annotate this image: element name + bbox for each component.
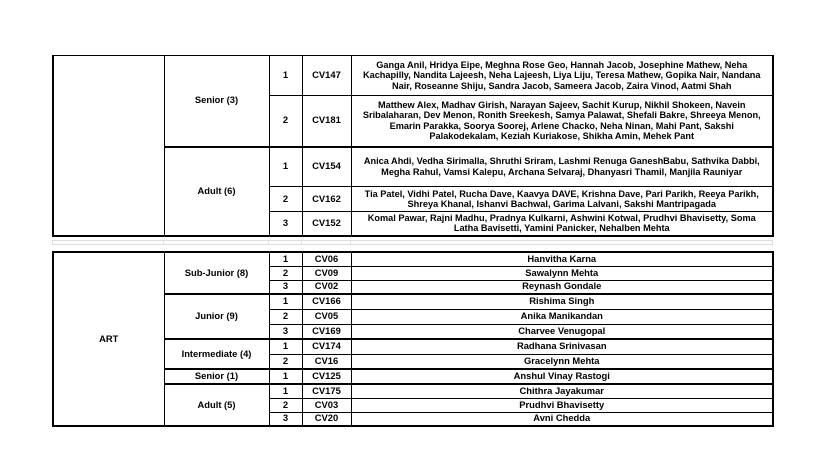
- rank-cell: 1: [269, 147, 302, 187]
- code-cell: CV125: [302, 369, 351, 384]
- age-group-cell: Junior (9): [164, 294, 269, 339]
- code-cell: CV169: [302, 324, 351, 339]
- age-group-cell: Adult (6): [164, 147, 269, 236]
- rank-cell: 2: [269, 266, 302, 280]
- code-cell: CV154: [302, 147, 351, 187]
- participants-cell: Matthew Alex, Madhav Girish, Narayan Sajeev, Sachit Kurup, Nikhil Shokeen, Navein Sribalaharan, Dev Menon, Ronith Sreekesh, Samya Palawat, Shefali Bakre, Shreeya Menon, Emarin Parakka, Soorya Soorej, Arlene Chacko, Neha Ninan, Mahi Pant, Sakshi Palakodekalam, Keziah Kuriakose, Shikha Amin, Mehek Pant: [351, 96, 773, 147]
- code-cell: CV02: [302, 280, 351, 294]
- code-cell: CV174: [302, 339, 351, 354]
- rank-cell: 2: [269, 398, 302, 412]
- participant-cell: Prudhvi Bhavisetty: [351, 398, 773, 412]
- participant-cell: Anika Manikandan: [351, 309, 773, 324]
- rank-cell: 3: [269, 280, 302, 294]
- rank-cell: 1: [269, 294, 302, 309]
- rank-cell: 3: [269, 324, 302, 339]
- participants-cell: Tia Patel, Vidhi Patel, Rucha Dave, Kaavya DAVE, Krishna Dave, Pari Parikh, Reeya Parikh, Shreya Khanal, Ishanvi Bachwal, Garima Lalvani, Sakshi Mantripagada: [351, 187, 773, 212]
- rank-cell: 1: [269, 384, 302, 398]
- code-cell: CV05: [302, 309, 351, 324]
- age-group-cell: Sub-Junior (8): [164, 252, 269, 294]
- code-cell: CV152: [302, 212, 351, 236]
- rank-cell: 2: [269, 96, 302, 147]
- participant-cell: Sawalynn Mehta: [351, 266, 773, 280]
- category-cell-continued: [53, 56, 164, 236]
- age-group-cell: Intermediate (4): [164, 339, 269, 369]
- art-winners-table: [52, 251, 774, 427]
- participants-cell: Anica Ahdi, Vedha Sirimalla, Shruthi Sriram, Lashmi Renuga GaneshBabu, Sathvika Dabbi, Megha Rahul, Vamsi Kalepu, Archana Selvaraj, Dhanyasri Thamil, Manjila Rauniyar: [351, 147, 773, 187]
- participant-cell: Anshul Vinay Rastogi: [351, 369, 773, 384]
- code-cell: CV147: [302, 56, 351, 96]
- code-cell: CV06: [302, 252, 351, 266]
- rank-cell: 1: [269, 339, 302, 354]
- rank-cell: 3: [269, 412, 302, 426]
- participants-cell: Ganga Anil, Hridya Eipe, Meghna Rose Geo, Hannah Jacob, Josephine Mathew, Neha Kachapilly, Nandita Lajeesh, Neha Lajeesh, Liya Liju, Teresa Mathew, Gopika Nair, Nandana Nair, Roseanne Shiju, Sandra Jacob, Sameera Jacob, Zaira Vinod, Aatmi Shah: [351, 56, 773, 96]
- category-cell-art: ART: [53, 252, 164, 426]
- rank-cell: 1: [269, 252, 302, 266]
- age-group-cell: Adult (5): [164, 384, 269, 426]
- participant-cell: Rishima Singh: [351, 294, 773, 309]
- rank-cell: 3: [269, 212, 302, 236]
- winners-table-continued: [52, 55, 774, 237]
- rank-cell: 1: [269, 369, 302, 384]
- participant-cell: Reynash Gondale: [351, 280, 773, 294]
- rank-cell: 2: [269, 309, 302, 324]
- rank-cell: 2: [269, 354, 302, 369]
- rank-cell: 2: [269, 187, 302, 212]
- participant-cell: Gracelynn Mehta: [351, 354, 773, 369]
- participants-cell: Komal Pawar, Rajni Madhu, Pradnya Kulkarni, Ashwini Kotwal, Prudhvi Bhavisetty, Soma Latha Bavisetti, Yamini Panicker, Nehalben Mehta: [351, 212, 773, 236]
- participant-cell: Avni Chedda: [351, 412, 773, 426]
- code-cell: CV03: [302, 398, 351, 412]
- code-cell: CV20: [302, 412, 351, 426]
- code-cell: CV166: [302, 294, 351, 309]
- code-cell: CV09: [302, 266, 351, 280]
- spacer-row: [52, 240, 773, 245]
- rank-cell: 1: [269, 56, 302, 96]
- code-cell: CV162: [302, 187, 351, 212]
- participant-cell: Radhana Srinivasan: [351, 339, 773, 354]
- participant-cell: Hanvitha Karna: [351, 252, 773, 266]
- participant-cell: Charvee Venugopal: [351, 324, 773, 339]
- code-cell: CV181: [302, 96, 351, 147]
- participant-cell: Chithra Jayakumar: [351, 384, 773, 398]
- code-cell: CV16: [302, 354, 351, 369]
- code-cell: CV175: [302, 384, 351, 398]
- age-group-cell: Senior (3): [164, 56, 269, 147]
- age-group-cell: Senior (1): [164, 369, 269, 384]
